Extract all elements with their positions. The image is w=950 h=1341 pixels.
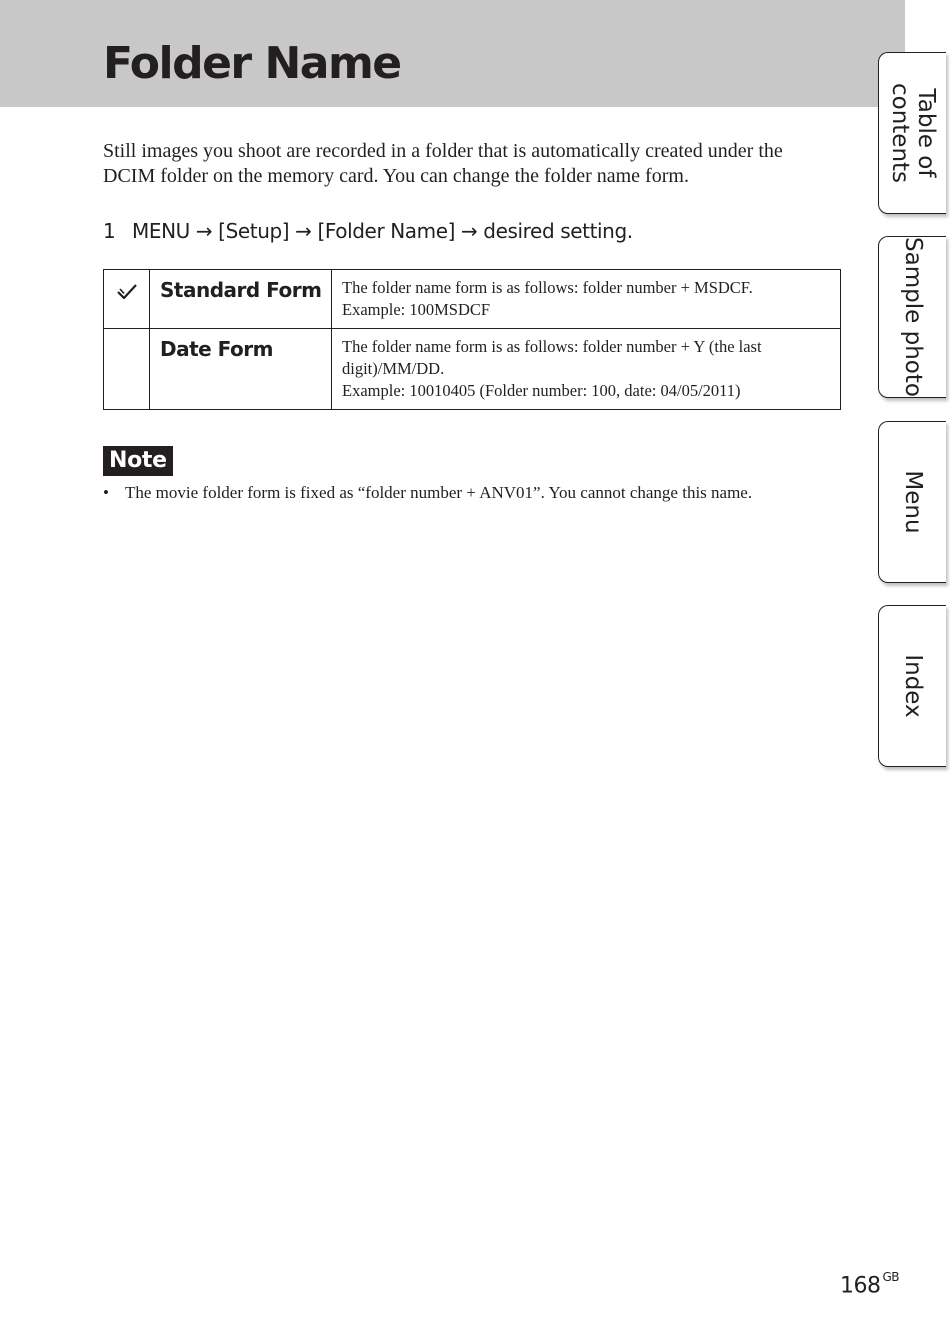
- page-title: Folder Name: [103, 38, 401, 89]
- settings-table: [103, 269, 841, 410]
- tab-sample-photo[interactable]: [878, 236, 946, 398]
- page-number-value: 168: [840, 1273, 881, 1299]
- description-line: Example: 100MSDCF: [342, 300, 491, 319]
- tab-index[interactable]: [878, 605, 946, 767]
- default-indicator-cell: [104, 329, 150, 410]
- note-label: Note: [103, 446, 173, 476]
- tab-label: Index: [899, 654, 926, 718]
- tab-menu[interactable]: [878, 421, 946, 583]
- page-number: [840, 1264, 899, 1302]
- page-region-code: GB: [882, 1270, 900, 1284]
- menu-step: [103, 217, 633, 245]
- bullet-icon: •: [103, 483, 109, 502]
- description-line: Example: 10010405 (Folder number: 100, date: 04/05/2011): [342, 381, 741, 400]
- intro-paragraph: Still images you shoot are recorded in a folder that is automatically created under the DCIM folder on the memory card. You can change the folder name form.: [103, 140, 783, 187]
- option-description: [332, 329, 840, 409]
- table-row: [104, 270, 841, 329]
- option-description: [332, 270, 840, 328]
- step-instruction: MENU → [Setup] → [Folder Name] → desired setting.: [132, 219, 633, 243]
- checkmark-icon: [116, 283, 138, 306]
- tab-label: Menu: [899, 470, 926, 534]
- default-indicator-cell: [104, 270, 150, 329]
- list-item: [103, 482, 843, 504]
- step-number: 1: [103, 219, 116, 243]
- tab-table-of-contents[interactable]: [878, 52, 946, 214]
- option-name-date-form: Date Form: [160, 337, 273, 361]
- tab-label: Sample photo: [899, 237, 926, 397]
- note-list: [103, 482, 843, 504]
- table-row: [104, 329, 841, 410]
- option-name-standard-form: Standard Form: [160, 278, 322, 302]
- description-line: The folder name form is as follows: folder number + Y (the last digit)/MM/DD.: [342, 337, 762, 378]
- description-line: The folder name form is as follows: folder number + MSDCF.: [342, 278, 753, 297]
- tab-label: Table of contents: [886, 82, 939, 184]
- note-text: The movie folder form is fixed as “folder number + ANV01”. You cannot change this name.: [125, 483, 753, 502]
